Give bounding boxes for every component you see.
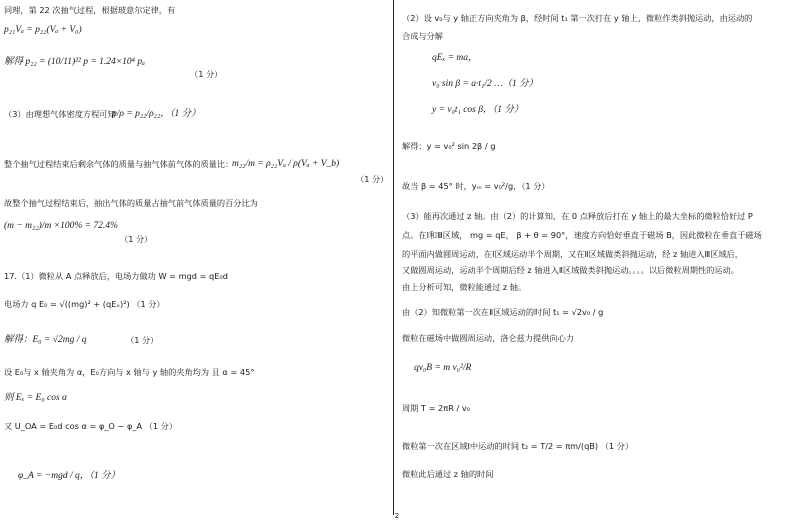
equation: 解得 p₂₂ = (10/11)²² p = 1.24×10⁴ pₐ: [4, 57, 145, 67]
equation: 由（2）知微粒第一次在Ⅱ区域运动的时间 t₁ = √2v₀ / g: [402, 307, 604, 317]
left-column: [0, 0, 392, 510]
score-mark: （1 分）: [190, 69, 223, 79]
equation: 故当 β = 45° 时，yₘ = v₀²/g，（1 分）: [402, 181, 550, 191]
equation: y = v₀t₁ cos β，（1 分）: [432, 105, 524, 115]
column-divider: [393, 0, 394, 515]
text-line: 的平面内做圆周运动，在Ⅰ区域运动半个周期，又在Ⅱ区域做类斜抛运动，经 z 轴进入Ⅲ区域后，: [402, 249, 743, 259]
score-mark: （1 分）: [120, 234, 153, 244]
equation: 则 Eₓ = E₀ cos α: [4, 393, 68, 403]
text-line: 微粒此后通过 z 轴的时间: [402, 469, 494, 479]
question-part-3: （3）能再次通过 z 轴。由（2）的计算知，在 0 点释放后打在 y 轴上的最大坐标的微粒恰好过 P: [402, 211, 753, 221]
equation: v₀ sin β = a·t₁/2 …（1 分）: [432, 79, 539, 89]
text-line: 微粒在磁场中做圆周运动，洛仑兹力提供向心力: [402, 333, 574, 343]
text-line: 点。在Ⅰ和Ⅲ区域， mg = qE， β + θ = 90°，速度方向恰好垂直于磁场 B，因此微粒在垂直于磁场: [402, 230, 762, 240]
text-line: （3）由理想气体密度方程可知: [4, 109, 116, 119]
text-line: 又做圆周运动，运动半个周期后经 z 轴进入Ⅱ区域做类斜抛运动。。。。以后微粒周期性的运动。: [402, 265, 739, 275]
equation: m₂₂/m = ρ₂₂Vₐ / ρ(Vₐ + V_b): [232, 159, 340, 169]
score-mark: （1 分）: [126, 335, 159, 345]
question-17-part-1: 17.（1）微粒从 A 点释放后，电场力做功 W = mgd = qE₀d: [4, 271, 228, 281]
equation: 电场力 q E₀ = √((mg)² + (qEₓ)²) （1 分）: [4, 299, 165, 309]
equation: φ_A = −mgd / q，（1 分）: [18, 471, 121, 481]
text-line: 同理，第 22 次抽气过程，根据玻意尔定律，有: [4, 5, 176, 15]
equation: qEₓ = ma，: [432, 53, 478, 63]
text-line: 整个抽气过程结束后剩余气体的质量与抽气体前气体的质量比：: [4, 159, 234, 169]
equation: p/ρ = p₂₂/ρ₂₂，（1 分）: [112, 109, 201, 119]
equation: 微粒第一次在区域Ⅰ中运动的时间 t₂ = T/2 = πm/(qB) （1 分）: [402, 441, 634, 451]
text-line: 合成与分解: [402, 31, 443, 41]
equation: 解得：y = v₀² sin 2β / g: [402, 141, 496, 151]
page-number: 2: [394, 512, 400, 520]
equation: p₂₁Vₐ = p₂₂(Vₐ + V₀): [4, 25, 82, 35]
equation: 解得：E₀ = √2mg / q: [4, 335, 87, 345]
equation: 又 U_OA = E₀d cos α = φ_O − φ_A （1 分）: [4, 421, 178, 431]
equation: qv₀B = m v₀²/R: [414, 363, 472, 373]
equation: (m − m₂₂)/m ×100% = 72.4%: [4, 221, 118, 231]
text-line: 故整个抽气过程结束后，抽出气体的质量占抽气前气体质量的百分比为: [4, 198, 258, 208]
equation: 周期 T = 2πR / v₀: [402, 403, 470, 413]
question-part-2: （2）设 v₀与 y 轴正方向夹角为 β，经时间 t₁ 第一次打在 y 轴上，微粒作类斜抛运动，由运动的: [402, 13, 753, 23]
right-column: [398, 0, 794, 510]
score-mark: （1 分）: [356, 174, 389, 184]
text-line: 设 E₀与 x 轴夹角为 α，E₀方向与 x 轴与 y 轴的夹角均为 且 α = 45°: [4, 367, 255, 377]
text-line: 由上分析可知，微粒能通过 z 轴。: [402, 282, 527, 292]
